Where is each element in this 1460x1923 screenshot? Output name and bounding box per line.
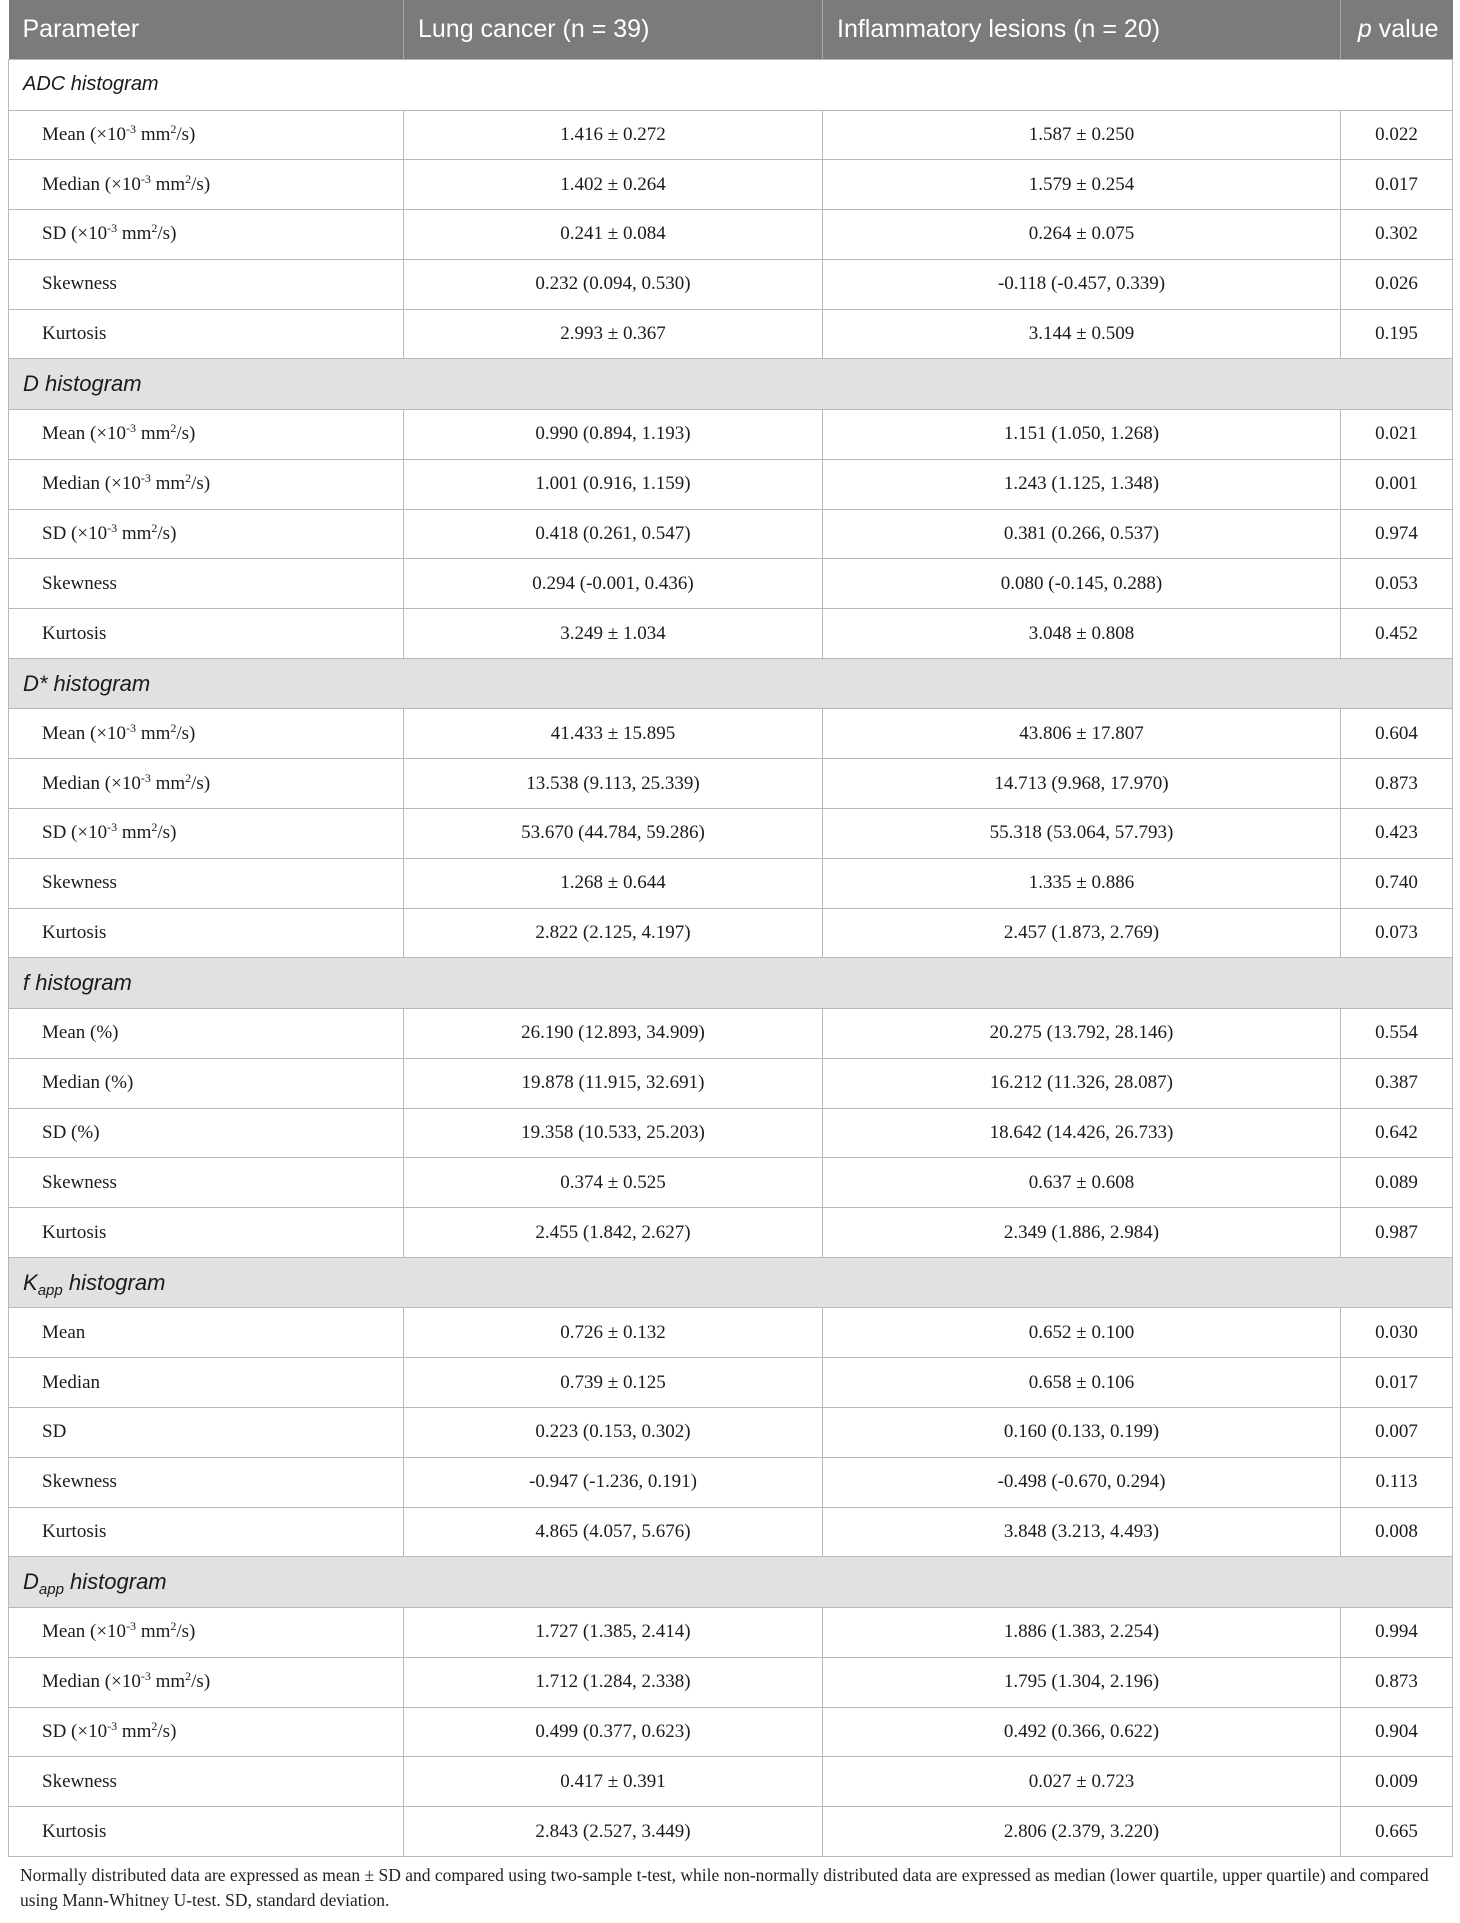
- cell-parameter: [9, 509, 404, 559]
- cell-parameter: [9, 1408, 404, 1458]
- unit-middle: mm: [150, 772, 186, 794]
- table-row: [9, 160, 1453, 210]
- table-row: [9, 709, 1453, 759]
- table-row: [9, 1707, 1453, 1757]
- unit-exponent: 2: [170, 720, 177, 735]
- unit-prefix: (×10: [85, 1621, 127, 1643]
- section-title-base: D: [23, 1569, 39, 1595]
- section-title: D* histogram: [9, 658, 1453, 709]
- unit-exponent: -3: [140, 171, 151, 186]
- cell-inflammatory-lesions: 0.080 (-0.145, 0.288): [823, 559, 1341, 609]
- unit-suffix: /s): [191, 1671, 211, 1693]
- section-title-base: K: [23, 1269, 38, 1295]
- unit-prefix: (×10: [100, 173, 141, 195]
- section-title: f histogram: [9, 958, 1453, 1009]
- cell-p-value: 0.009: [1341, 1757, 1453, 1807]
- cell-parameter: [9, 160, 404, 210]
- cell-lung-cancer: 41.433 ± 15.895: [404, 709, 823, 759]
- cell-p-value: 0.387: [1341, 1058, 1453, 1108]
- cell-parameter: [9, 1707, 404, 1757]
- cell-parameter: [9, 908, 404, 958]
- cell-inflammatory-lesions: 0.381 (0.266, 0.537): [823, 509, 1341, 559]
- cell-lung-cancer: 2.455 (1.842, 2.627): [404, 1208, 823, 1258]
- parameter-name: Mean (%): [42, 1022, 119, 1044]
- parameter-name: Kurtosis: [42, 1820, 107, 1842]
- cell-p-value: 0.017: [1341, 1358, 1453, 1408]
- cell-parameter: [9, 1507, 404, 1557]
- unit-exponent: 2: [170, 1619, 177, 1634]
- cell-parameter: [9, 259, 404, 309]
- cell-parameter: [9, 559, 404, 609]
- unit-exponent: -3: [140, 471, 151, 486]
- cell-p-value: 0.740: [1341, 858, 1453, 908]
- cell-parameter: [9, 1607, 404, 1657]
- unit-middle: mm: [117, 822, 152, 844]
- cell-lung-cancer: 19.878 (11.915, 32.691): [404, 1058, 823, 1108]
- cell-lung-cancer: 0.223 (0.153, 0.302): [404, 1408, 823, 1458]
- cell-inflammatory-lesions: 1.243 (1.125, 1.348): [823, 459, 1341, 509]
- parameter-name: Mean: [42, 1321, 86, 1343]
- unit-exponent: 2: [185, 171, 192, 186]
- cell-parameter: [9, 1358, 404, 1408]
- section-header-row: [9, 60, 1453, 111]
- cell-p-value: 0.021: [1341, 409, 1453, 459]
- table-row: [9, 908, 1453, 958]
- parameter-name: SD: [42, 1720, 67, 1742]
- parameter-name: Skewness: [42, 1471, 117, 1493]
- unit-prefix: (×10: [100, 1671, 141, 1693]
- unit-exponent: 2: [151, 221, 158, 236]
- cell-inflammatory-lesions: 2.457 (1.873, 2.769): [823, 908, 1341, 958]
- cell-inflammatory-lesions: 0.264 ± 0.075: [823, 210, 1341, 260]
- unit-suffix: /s): [157, 522, 177, 544]
- unit-middle: mm: [136, 1621, 171, 1643]
- cell-parameter: [9, 759, 404, 809]
- unit-prefix: (×10: [85, 722, 127, 744]
- cell-p-value: 0.026: [1341, 259, 1453, 309]
- unit-suffix: /s): [176, 1621, 196, 1643]
- cell-lung-cancer: 19.358 (10.533, 25.203): [404, 1108, 823, 1158]
- unit-middle: mm: [117, 1720, 152, 1742]
- cell-p-value: 0.007: [1341, 1408, 1453, 1458]
- cell-inflammatory-lesions: 1.587 ± 0.250: [823, 110, 1341, 160]
- parameter-name: Median: [42, 173, 101, 195]
- unit-exponent: -3: [126, 1619, 137, 1634]
- cell-inflammatory-lesions: 1.579 ± 0.254: [823, 160, 1341, 210]
- cell-p-value: 0.030: [1341, 1308, 1453, 1358]
- unit-suffix: /s): [191, 473, 211, 495]
- parameter-name: Median: [42, 1371, 101, 1393]
- table-row: [9, 858, 1453, 908]
- parameter-name: Skewness: [42, 1770, 117, 1792]
- cell-lung-cancer: 0.739 ± 0.125: [404, 1358, 823, 1408]
- header-p-italic: p: [1357, 15, 1372, 43]
- cell-lung-cancer: 1.416 ± 0.272: [404, 110, 823, 160]
- cell-inflammatory-lesions: 18.642 (14.426, 26.733): [823, 1108, 1341, 1158]
- table-row: [9, 1807, 1453, 1857]
- cell-lung-cancer: 0.417 ± 0.391: [404, 1757, 823, 1807]
- table-row: [9, 210, 1453, 260]
- header-p-value: [1341, 0, 1453, 60]
- cell-lung-cancer: 1.727 (1.385, 2.414): [404, 1607, 823, 1657]
- header-inflammatory-lesions: Inflammatory lesions (n = 20): [823, 0, 1341, 60]
- table-row: [9, 1408, 1453, 1458]
- cell-p-value: 0.873: [1341, 759, 1453, 809]
- cell-parameter: [9, 1008, 404, 1058]
- section-title-subscript: app: [37, 1281, 63, 1299]
- cell-inflammatory-lesions: 14.713 (9.968, 17.970): [823, 759, 1341, 809]
- cell-lung-cancer: 2.822 (2.125, 4.197): [404, 908, 823, 958]
- unit-middle: mm: [150, 473, 186, 495]
- section-title-rest: histogram: [62, 1269, 166, 1295]
- table-container: [8, 0, 1452, 1857]
- cell-lung-cancer: 53.670 (44.784, 59.286): [404, 809, 823, 859]
- unit-suffix: /s): [157, 223, 177, 245]
- cell-inflammatory-lesions: 3.144 ± 0.509: [823, 309, 1341, 359]
- unit-exponent: 2: [151, 820, 158, 835]
- section-title: D histogram: [9, 359, 1453, 410]
- cell-parameter: [9, 858, 404, 908]
- unit-middle: mm: [136, 722, 171, 744]
- table-row: [9, 309, 1453, 359]
- cell-lung-cancer: 2.843 (2.527, 3.449): [404, 1807, 823, 1857]
- parameter-name: Kurtosis: [42, 1221, 107, 1243]
- unit-exponent: 2: [151, 520, 158, 535]
- cell-p-value: 0.994: [1341, 1607, 1453, 1657]
- cell-lung-cancer: -0.947 (-1.236, 0.191): [404, 1457, 823, 1507]
- unit-exponent: -3: [126, 421, 137, 436]
- cell-lung-cancer: 1.402 ± 0.264: [404, 160, 823, 210]
- cell-inflammatory-lesions: 55.318 (53.064, 57.793): [823, 809, 1341, 859]
- cell-p-value: 0.302: [1341, 210, 1453, 260]
- cell-lung-cancer: 3.249 ± 1.034: [404, 609, 823, 659]
- cell-lung-cancer: 0.726 ± 0.132: [404, 1308, 823, 1358]
- header-parameter: Parameter: [9, 0, 404, 60]
- unit-suffix: /s): [157, 1720, 177, 1742]
- table-row: [9, 1008, 1453, 1058]
- unit-suffix: /s): [191, 173, 211, 195]
- unit-exponent: -3: [107, 221, 118, 236]
- unit-middle: mm: [136, 123, 171, 145]
- table-header-row: [9, 0, 1453, 60]
- cell-p-value: 0.195: [1341, 309, 1453, 359]
- cell-lung-cancer: 1.001 (0.916, 1.159): [404, 459, 823, 509]
- table-row: [9, 459, 1453, 509]
- table-row: [9, 1208, 1453, 1258]
- cell-p-value: 0.073: [1341, 908, 1453, 958]
- table-row: [9, 559, 1453, 609]
- cell-p-value: 0.452: [1341, 609, 1453, 659]
- cell-inflammatory-lesions: 0.492 (0.366, 0.622): [823, 1707, 1341, 1757]
- cell-p-value: 0.873: [1341, 1657, 1453, 1707]
- cell-inflammatory-lesions: -0.118 (-0.457, 0.339): [823, 259, 1341, 309]
- histogram-parameters-table: [8, 0, 1453, 1857]
- cell-p-value: 0.665: [1341, 1807, 1453, 1857]
- unit-suffix: /s): [191, 772, 211, 794]
- unit-middle: mm: [117, 223, 152, 245]
- parameter-name: Mean: [42, 1621, 86, 1643]
- cell-parameter: [9, 1108, 404, 1158]
- unit-middle: mm: [150, 1671, 186, 1693]
- table-row: [9, 110, 1453, 160]
- cell-lung-cancer: 0.374 ± 0.525: [404, 1158, 823, 1208]
- unit-exponent: -3: [107, 1718, 118, 1733]
- cell-p-value: 0.053: [1341, 559, 1453, 609]
- cell-lung-cancer: 1.268 ± 0.644: [404, 858, 823, 908]
- unit-prefix: (×10: [66, 522, 108, 544]
- cell-lung-cancer: 26.190 (12.893, 34.909): [404, 1008, 823, 1058]
- cell-lung-cancer: 0.418 (0.261, 0.547): [404, 509, 823, 559]
- cell-parameter: [9, 1058, 404, 1108]
- cell-inflammatory-lesions: 16.212 (11.326, 28.087): [823, 1058, 1341, 1108]
- section-header-row: [9, 1257, 1453, 1308]
- header-lung-cancer: Lung cancer (n = 39): [404, 0, 823, 60]
- cell-p-value: 0.001: [1341, 459, 1453, 509]
- cell-p-value: 0.423: [1341, 809, 1453, 859]
- table-row: [9, 1657, 1453, 1707]
- cell-parameter: [9, 609, 404, 659]
- table-row: [9, 259, 1453, 309]
- header-p-rest: value: [1371, 15, 1439, 43]
- cell-p-value: 0.008: [1341, 1507, 1453, 1557]
- cell-p-value: 0.022: [1341, 110, 1453, 160]
- cell-parameter: [9, 1657, 404, 1707]
- cell-parameter: [9, 1158, 404, 1208]
- cell-inflammatory-lesions: 0.637 ± 0.608: [823, 1158, 1341, 1208]
- cell-lung-cancer: 0.990 (0.894, 1.193): [404, 409, 823, 459]
- table-body: [9, 60, 1453, 1857]
- parameter-name: SD: [42, 223, 67, 245]
- table-row: [9, 1108, 1453, 1158]
- unit-exponent: 2: [185, 770, 192, 785]
- table-row: [9, 1058, 1453, 1108]
- cell-lung-cancer: 0.241 ± 0.084: [404, 210, 823, 260]
- cell-parameter: [9, 1457, 404, 1507]
- cell-inflammatory-lesions: -0.498 (-0.670, 0.294): [823, 1457, 1341, 1507]
- cell-inflammatory-lesions: 1.335 ± 0.886: [823, 858, 1341, 908]
- unit-exponent: -3: [126, 720, 137, 735]
- cell-inflammatory-lesions: 3.848 (3.213, 4.493): [823, 1507, 1341, 1557]
- cell-inflammatory-lesions: 1.151 (1.050, 1.268): [823, 409, 1341, 459]
- parameter-name: Skewness: [42, 872, 117, 894]
- unit-prefix: (×10: [85, 423, 127, 445]
- unit-suffix: /s): [176, 123, 196, 145]
- unit-middle: mm: [136, 423, 171, 445]
- unit-exponent: 2: [151, 1718, 158, 1733]
- cell-inflammatory-lesions: 1.795 (1.304, 2.196): [823, 1657, 1341, 1707]
- cell-p-value: 0.113: [1341, 1457, 1453, 1507]
- parameter-name: Median: [42, 473, 101, 495]
- cell-p-value: 0.089: [1341, 1158, 1453, 1208]
- cell-lung-cancer: 0.294 (-0.001, 0.436): [404, 559, 823, 609]
- section-header-row: [9, 1557, 1453, 1608]
- cell-inflammatory-lesions: 3.048 ± 0.808: [823, 609, 1341, 659]
- section-header-row: [9, 958, 1453, 1009]
- unit-exponent: -3: [126, 121, 137, 136]
- section-header-row: [9, 658, 1453, 709]
- cell-parameter: [9, 409, 404, 459]
- parameter-name: Kurtosis: [42, 622, 107, 644]
- cell-parameter: [9, 309, 404, 359]
- cell-lung-cancer: 2.993 ± 0.367: [404, 309, 823, 359]
- table-footnote: Normally distributed data are expressed as mean ± SD and compared using two-sample t-test, while non-normally distributed data are expressed as median (lower quartile, upper quartile) and compared using Mann-Whitney U-test. SD, standard deviation.: [20, 1865, 1429, 1910]
- parameter-name: Mean: [42, 423, 86, 445]
- unit-exponent: 2: [185, 471, 192, 486]
- table-row: [9, 1158, 1453, 1208]
- cell-p-value: 0.987: [1341, 1208, 1453, 1258]
- parameter-name: Kurtosis: [42, 922, 107, 944]
- unit-middle: mm: [117, 522, 152, 544]
- section-title: ADC histogram: [9, 60, 1453, 111]
- unit-exponent: -3: [107, 820, 118, 835]
- parameter-name: Skewness: [42, 273, 117, 295]
- unit-exponent: 2: [170, 121, 177, 136]
- cell-inflammatory-lesions: 0.160 (0.133, 0.199): [823, 1408, 1341, 1458]
- section-title: [9, 1257, 1453, 1308]
- parameter-name: Skewness: [42, 572, 117, 594]
- cell-parameter: [9, 459, 404, 509]
- cell-lung-cancer: 0.499 (0.377, 0.623): [404, 1707, 823, 1757]
- unit-exponent: -3: [140, 770, 151, 785]
- table-row: [9, 759, 1453, 809]
- cell-lung-cancer: 13.538 (9.113, 25.339): [404, 759, 823, 809]
- table-row: [9, 1457, 1453, 1507]
- section-title-rest: histogram: [63, 1569, 167, 1595]
- cell-lung-cancer: 4.865 (4.057, 5.676): [404, 1507, 823, 1557]
- parameter-name: Kurtosis: [42, 323, 107, 345]
- cell-parameter: [9, 1208, 404, 1258]
- parameter-name: SD (%): [42, 1121, 100, 1143]
- parameter-name: Mean: [42, 722, 86, 744]
- cell-p-value: 0.017: [1341, 160, 1453, 210]
- parameter-name: Skewness: [42, 1171, 117, 1193]
- cell-inflammatory-lesions: 0.658 ± 0.106: [823, 1358, 1341, 1408]
- unit-prefix: (×10: [66, 1720, 108, 1742]
- cell-inflammatory-lesions: 1.886 (1.383, 2.254): [823, 1607, 1341, 1657]
- cell-parameter: [9, 1807, 404, 1857]
- table-row: [9, 1757, 1453, 1807]
- cell-lung-cancer: 1.712 (1.284, 2.338): [404, 1657, 823, 1707]
- cell-inflammatory-lesions: 2.806 (2.379, 3.220): [823, 1807, 1341, 1857]
- section-title-subscript: app: [38, 1581, 64, 1599]
- parameter-name: Median: [42, 1671, 101, 1693]
- table-row: [9, 1507, 1453, 1557]
- parameter-name: Median (%): [42, 1072, 134, 1094]
- parameter-name: SD: [42, 522, 67, 544]
- unit-prefix: (×10: [66, 822, 108, 844]
- cell-parameter: [9, 110, 404, 160]
- table-row: [9, 1308, 1453, 1358]
- parameter-name: Mean: [42, 123, 86, 145]
- section-title: [9, 1557, 1453, 1608]
- table-row: [9, 609, 1453, 659]
- unit-suffix: /s): [176, 423, 196, 445]
- section-header-row: [9, 359, 1453, 410]
- cell-parameter: [9, 809, 404, 859]
- unit-suffix: /s): [157, 822, 177, 844]
- cell-inflammatory-lesions: 2.349 (1.886, 2.984): [823, 1208, 1341, 1258]
- unit-exponent: 2: [185, 1669, 192, 1684]
- cell-inflammatory-lesions: 43.806 ± 17.807: [823, 709, 1341, 759]
- parameter-name: SD: [42, 1421, 67, 1443]
- cell-p-value: 0.974: [1341, 509, 1453, 559]
- table-row: [9, 1607, 1453, 1657]
- cell-parameter: [9, 709, 404, 759]
- cell-inflammatory-lesions: 0.652 ± 0.100: [823, 1308, 1341, 1358]
- unit-prefix: (×10: [100, 772, 141, 794]
- unit-exponent: 2: [170, 421, 177, 436]
- unit-suffix: /s): [176, 722, 196, 744]
- unit-middle: mm: [150, 173, 186, 195]
- parameter-name: SD: [42, 822, 67, 844]
- unit-exponent: -3: [140, 1669, 151, 1684]
- cell-lung-cancer: 0.232 (0.094, 0.530): [404, 259, 823, 309]
- cell-inflammatory-lesions: 0.027 ± 0.723: [823, 1757, 1341, 1807]
- table-row: [9, 1358, 1453, 1408]
- cell-inflammatory-lesions: 20.275 (13.792, 28.146): [823, 1008, 1341, 1058]
- cell-parameter: [9, 1308, 404, 1358]
- cell-p-value: 0.604: [1341, 709, 1453, 759]
- table-row: [9, 509, 1453, 559]
- cell-parameter: [9, 210, 404, 260]
- parameter-name: Kurtosis: [42, 1521, 107, 1543]
- cell-p-value: 0.904: [1341, 1707, 1453, 1757]
- cell-parameter: [9, 1757, 404, 1807]
- unit-exponent: -3: [107, 520, 118, 535]
- parameter-name: Median: [42, 772, 101, 794]
- table-row: [9, 809, 1453, 859]
- unit-prefix: (×10: [100, 473, 141, 495]
- cell-p-value: 0.642: [1341, 1108, 1453, 1158]
- unit-prefix: (×10: [85, 123, 127, 145]
- table-row: [9, 409, 1453, 459]
- unit-prefix: (×10: [66, 223, 108, 245]
- cell-p-value: 0.554: [1341, 1008, 1453, 1058]
